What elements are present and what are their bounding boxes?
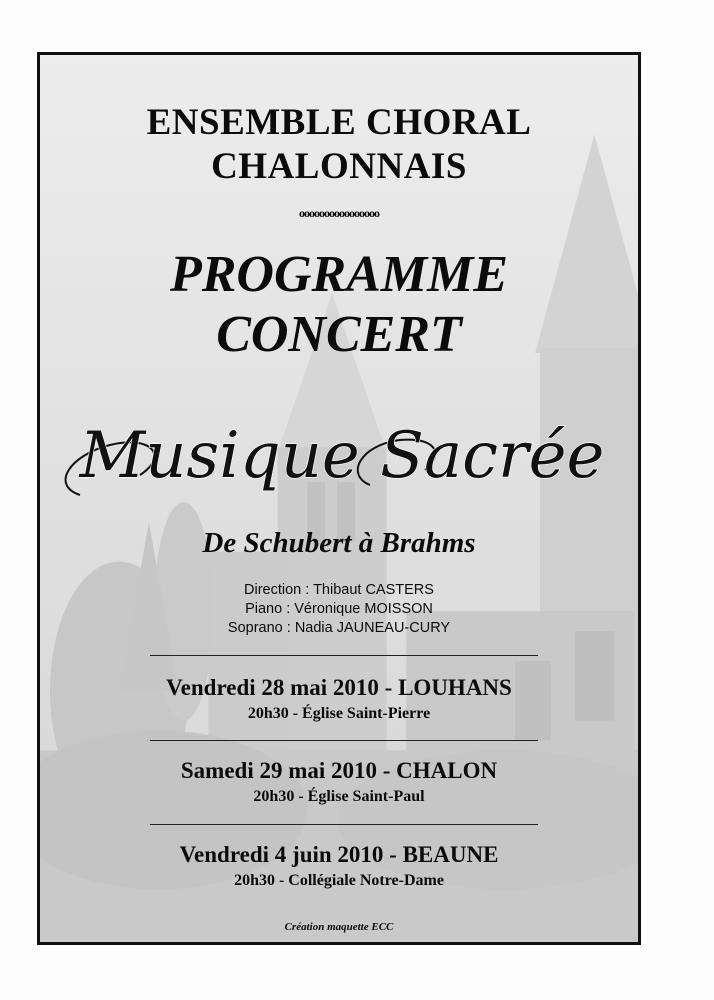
ornament-divider: oooooooooooooooo [299,206,379,220]
theme-calligraphy [40,385,638,520]
event-venue-louhans: 20h30 - Église Saint-Pierre [247,705,431,722]
programme-word: PROGRAMME [169,246,509,303]
event-venue-beaune: 20h30 - Collégiale Notre-Dame [234,872,444,889]
divider [150,824,538,825]
divider [150,740,538,741]
credit-piano: Piano : Véronique MOISSON [245,601,433,617]
theme-calligraphy-graphic [40,385,641,515]
design-credit: Création maquette ECC [284,921,394,933]
credit-soprano: Soprano : Nadia JAUNEAU-CURY [227,620,451,636]
event-date-louhans: Vendredi 28 mai 2010 - LOUHANS [166,675,512,700]
programme-title [40,245,638,365]
event-date-chalon: Samedi 29 mai 2010 - CHALON [180,758,498,783]
credit-direction: Direction : Thibaut CASTERS [244,582,434,598]
concert-subtitle: De Schubert à Brahms [202,527,476,559]
divider [150,655,538,656]
event-date-beaune: Vendredi 4 juin 2010 - BEAUNE [179,842,499,867]
event-venue-chalon: 20h30 - Église Saint-Paul [253,788,425,805]
ensemble-name-line2: CHALONNAIS [211,146,467,187]
theme-text: Musique Sacrée [79,419,605,493]
poster-frame [37,52,641,945]
concert-word: CONCERT [216,306,462,363]
ensemble-name [40,101,638,189]
ensemble-name-line1: ENSEMBLE CHORAL [146,102,532,143]
performers-list [40,581,638,638]
